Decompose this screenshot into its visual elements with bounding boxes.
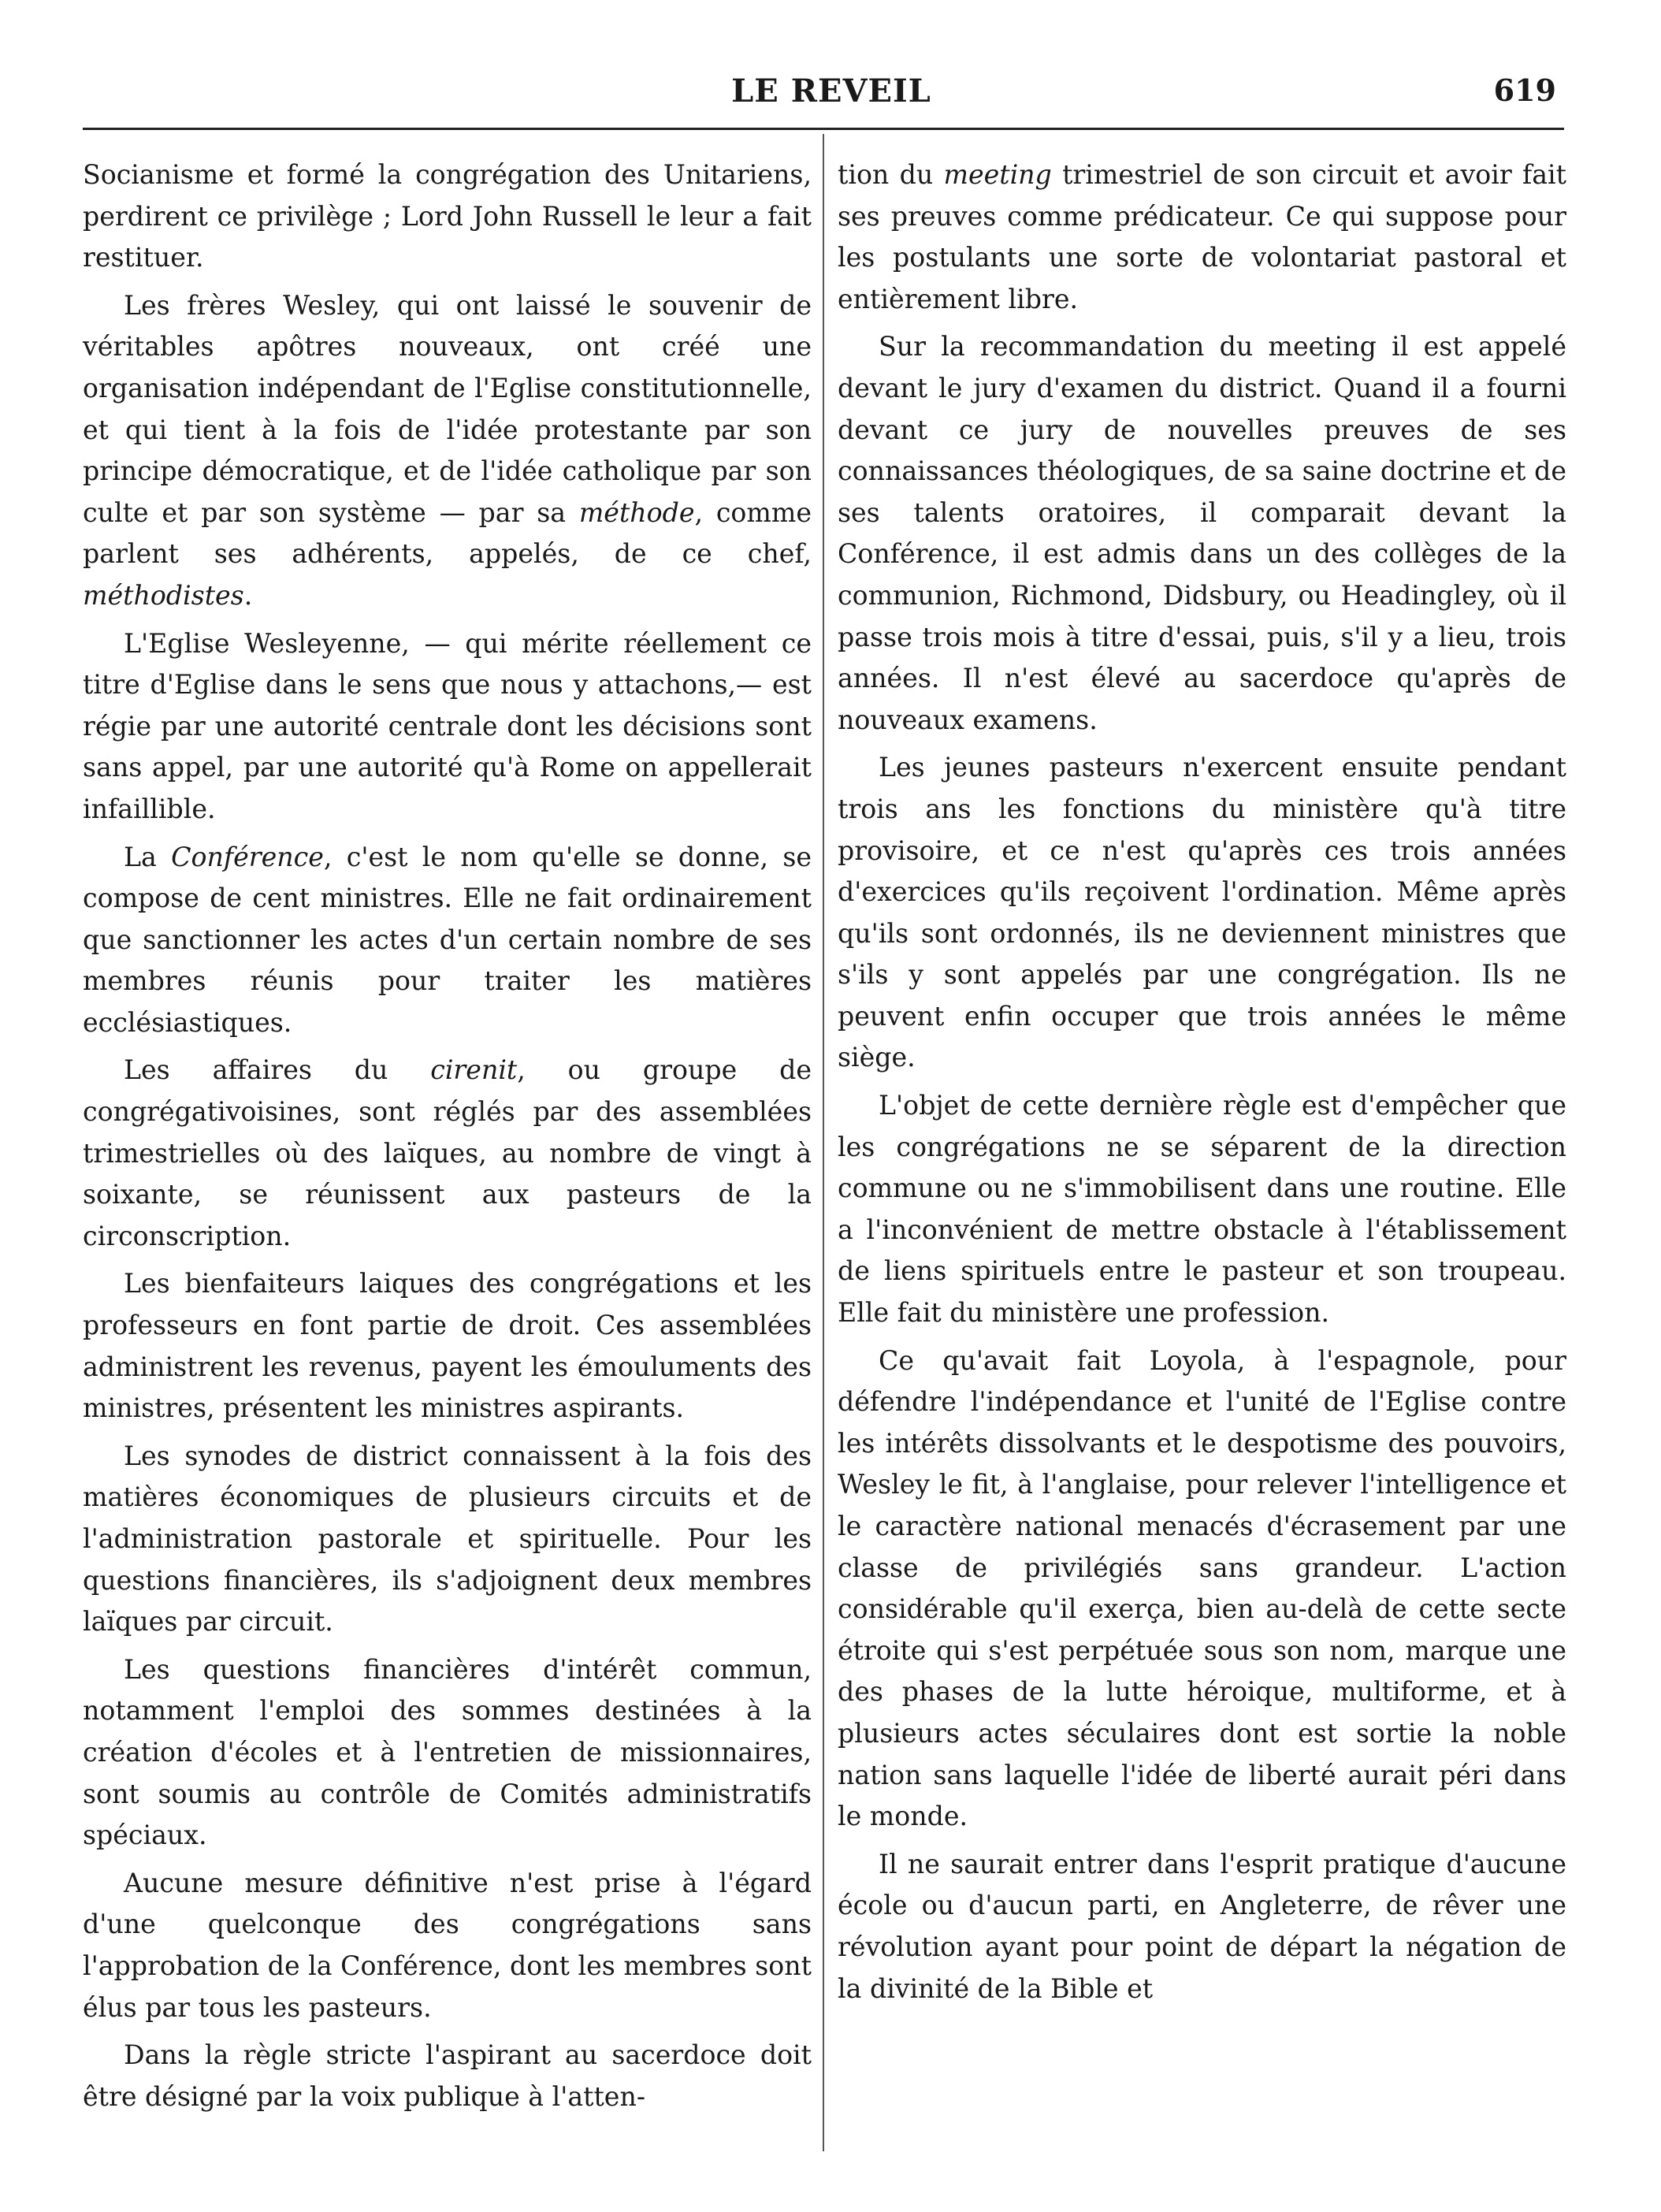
paragraph [83, 1050, 812, 1257]
paragraph: L'Eglise Wesleyenne, — qui mérite réellement ce titre d'Eglise dans le sens que nous y attachons,— est régie par une autorité centrale dont les décisions sont sans appel, par une autorité qu'à Rome on appellerait infaillible. [83, 627, 812, 824]
right-column [838, 154, 1566, 2009]
header-rule [83, 128, 1564, 130]
paragraph: Les bienfaiteurs laiques des congrégations et les professeurs en font partie de droit. Ces assemblées administrent les revenus, payent les émouluments des ministres, présentent les ministres aspirants. [83, 1268, 812, 1424]
paragraph: Il ne saurait entrer dans l'esprit pratique d'aucune école ou d'aucun parti, en Angleterre, de rêver une révolution ayant pour point de départ la négation de la divinité de la Bible et [838, 1848, 1566, 2004]
paragraph [83, 285, 812, 617]
paragraph: Ce qu'avait fait Loyola, à l'espagnole, pour défendre l'indépendance et l'unité de l'Eglise contre les intérêts dissolvants et le despotisme des pouvoirs, Wesley le fit, à l'anglaise, pour relever l'intelligence et le caractère national menacés d'écrasement par une classe de privilégiés sans grandeur. L'action considérable qu'il exerça, bien au-delà de cette secte étroite qui s'est perpétuée sous son nom, marque une des phases de la lutte héroique, multiforme, et à plusieurs actes séculaires dont est sortie la noble nation sans laquelle l'idée de liberté aurait péri dans le monde. [838, 1344, 1566, 1832]
text-run: , comme parlent ses adhérents, appelés, de ce chef, [83, 496, 812, 570]
paragraph: Les jeunes pasteurs n'exercent ensuite pendant trois ans les fonctions du ministère qu'à titre provisoire, et ce n'est qu'après ces trois années d'exercices qu'ils reçoivent l'ordination. Même après qu'ils sont ordonnés, ils ne deviennent ministres que s'ils y sont appelés par une congrégation. Ils ne peuvent enfin occuper que trois années le même siège. [838, 752, 1566, 1073]
paragraph [83, 837, 812, 1044]
italic-term: cirenit [430, 1054, 518, 1086]
paragraph: Dans la règle stricte l'aspirant au sacerdoce doit être désigné par la voix publique à l'atten- [83, 2039, 812, 2112]
italic-term: meeting [943, 159, 1052, 190]
text-run: Les affaires du [124, 1054, 431, 1086]
italic-term: Conférence [171, 841, 324, 872]
text-run: , c'est le nom qu'elle se donne, se compose de cent ministres. Elle ne fait ordinairement que sanctionner les actes d'un certain nombre de ses membres réunis pour traiter les matières ecclésiastiques. [83, 841, 812, 1038]
text-run: tion du [838, 159, 944, 190]
paragraph: Aucune mesure définitive n'est prise à l'égard d'une quelconque des congrégations sans l'approbation de la Conférence, dont les membres sont élus par tous les pasteurs. [83, 1867, 812, 2023]
paragraph: Les questions financières d'intérêt commun, notamment l'emploi des sommes destinées à la création d'écoles et à l'entretien de missionnaires, sont soumis au contrôle de Comités administratifs spéciaux. [83, 1653, 812, 1851]
text-run: , ou groupe de congrégativoisines, sont réglés par des assemblées trimestrielles où des laïques, au nombre de vingt à soixante, se réunissent aux pasteurs de la circonscription. [83, 1054, 812, 1251]
paragraph: L'objet de cette dernière règle est d'empêcher que les congrégations ne se séparent de la direction commune ou ne s'immobilisent dans une routine. Elle a l'inconvénient de mettre obstacle à l'établissement de liens spirituels entre le pasteur et son troupeau. Elle fait du ministère une profession. [838, 1090, 1566, 1329]
text-run: Les frères Wesley, qui ont laissé le souvenir de véritables apôtres nouveaux, ont créé une organisation indépendant de l'Eglise constitutionnelle, et qui tient à la fois de l'idée protestante par son principe démocratique, et de l'idée catholique par son culte et par son système — par sa [83, 289, 812, 528]
column-divider [823, 134, 824, 2151]
italic-term: méthodistes [83, 579, 244, 611]
page-header [83, 72, 1580, 128]
journal-title: LE REVEIL [731, 72, 931, 110]
left-column [83, 154, 812, 2117]
paragraph: Socianisme et formé la congrégation des Unitariens, perdirent ce privilège ; Lord John Russell le leur a fait restituer. [83, 159, 812, 273]
paragraph [838, 154, 1566, 320]
text-run: La [124, 841, 172, 872]
text-run: trimestriel de son circuit et avoir fait ses preuves comme prédicateur. Ce qui suppose pour les postulants une sorte de volontariat pastoral et entièrement libre. [838, 159, 1566, 314]
paragraph: Les synodes de district connaissent à la fois des matières économiques de plusieurs circuits et de l'administration pastorale et spirituelle. Pour les questions financières, ils s'adjoignent deux membres laïques par circuit. [83, 1440, 812, 1638]
paragraph: Sur la recommandation du meeting il est appelé devant le jury d'examen du district. Quand il a fourni devant ce jury de nouvelles preuves de ses connaissances théologiques, de sa saine doctrine et de ses talents oratoires, il comparait devant la Conférence, il est admis dans un des collèges de la communion, Richmond, Didsbury, ou Headingley, où il passe trois mois à titre d'essai, puis, s'il y a lieu, trois années. Il n'est élevé au sacerdoce qu'après de nouveaux examens. [838, 331, 1566, 735]
text-run: . [243, 579, 253, 611]
page-number: 619 [1493, 72, 1556, 108]
italic-term: méthode [578, 496, 695, 528]
